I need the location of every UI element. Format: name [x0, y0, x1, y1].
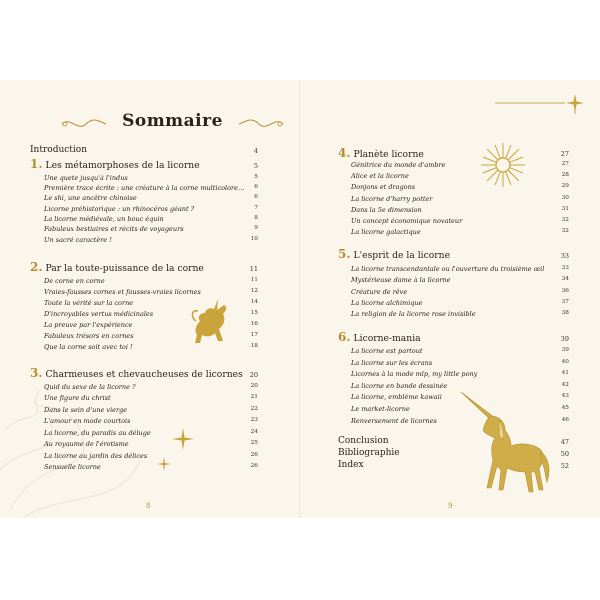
toc-item[interactable]: Première trace écrite : une créature à la corne multicolore…	[44, 184, 245, 192]
title-block	[60, 108, 285, 138]
toc-item[interactable]: La preuve par l'expérience	[44, 321, 133, 329]
book-spread	[0, 80, 600, 518]
toc-item[interactable]: Toute la vérité sur la corne	[44, 299, 134, 307]
toc-item-page: 42	[561, 382, 569, 388]
toc-item-page: 6	[254, 184, 258, 190]
right-flourish-icon	[237, 116, 285, 132]
toc-item-page: 32	[561, 228, 569, 234]
sparkle-icon	[157, 457, 171, 471]
toc-item[interactable]: Dans la 5e dimension	[351, 206, 422, 214]
toc-item[interactable]: La licorne, du paradis au déluge	[44, 429, 151, 437]
toc-item[interactable]: Alice et la licorne	[351, 172, 409, 180]
toc-item[interactable]: La licorne est partout	[351, 347, 423, 355]
toc-item[interactable]: Un sacré caractère !	[44, 236, 112, 244]
section-number: 3.	[30, 366, 43, 380]
toc-item[interactable]: La licorne au jardin des délices	[44, 452, 148, 460]
toc-item[interactable]: Le shi, une ancêtre chinoise	[44, 194, 137, 202]
toc-conclusion-page: 47	[560, 438, 569, 446]
toc-item-page: 15	[250, 310, 258, 316]
toc-item[interactable]: La licorne sur les écrans	[351, 359, 433, 367]
toc-item-page: 24	[250, 429, 258, 435]
toc-item[interactable]: Donjons et dragons	[351, 183, 416, 191]
section-number: 2.	[30, 260, 43, 274]
page-title: Sommaire	[122, 111, 223, 131]
toc-item-page: 39	[561, 347, 569, 353]
toc-item-page: 6	[254, 194, 258, 200]
toc-conclusion[interactable]: Conclusion	[338, 436, 389, 446]
toc-index-page: 52	[560, 462, 569, 470]
toc-item-page: 46	[561, 417, 569, 423]
sparkle-icon	[172, 428, 194, 450]
toc-item[interactable]: Le market-licorne	[351, 405, 410, 413]
toc-section-3-page: 20	[249, 371, 258, 379]
toc-item-page: 26	[250, 463, 258, 469]
toc-item-page: 45	[561, 405, 569, 411]
unicorn-illustration-icon	[455, 390, 555, 500]
toc-item[interactable]: Génitrice du monde d'ambre	[351, 161, 446, 169]
section-label: Planète licorne	[353, 149, 424, 160]
toc-item[interactable]: Quid du sexe de la licorne ?	[44, 383, 136, 391]
section-label: Par la toute-puissance de la corne	[45, 263, 204, 274]
toc-item-page: 34	[561, 276, 569, 282]
toc-item-page: 28	[561, 172, 569, 178]
toc-item-page: 27	[561, 161, 569, 167]
toc-section-1-page: 5	[253, 162, 258, 170]
toc-introduction[interactable]: Introduction	[30, 145, 87, 155]
toc-item-page: 23	[250, 417, 258, 423]
section-label: Les métamorphoses de la licorne	[45, 160, 200, 171]
toc-item[interactable]: Licorne préhistorique : un rhinocéros géant ?	[44, 205, 195, 213]
toc-item[interactable]: Fabuleux bestiaires et récits de voyageurs	[44, 225, 184, 233]
toc-item-page: 38	[561, 310, 569, 316]
toc-item-page: 10	[250, 236, 258, 242]
toc-item[interactable]: Une figure du christ	[44, 394, 111, 402]
toc-item-page: 31	[561, 206, 569, 212]
toc-item-page: 16	[250, 321, 258, 327]
toc-item-page: 40	[561, 359, 569, 365]
page-number-right: 9	[448, 502, 453, 510]
toc-item-page: 22	[250, 406, 258, 412]
toc-item[interactable]: D'incroyables vertus médicinales	[44, 310, 154, 318]
toc-item[interactable]: Une quete jusqu'à l'indus	[44, 174, 128, 182]
toc-item-page: 43	[561, 393, 569, 399]
toc-section-2[interactable]	[30, 260, 204, 274]
toc-item-page: 8	[254, 215, 258, 221]
toc-item[interactable]: L'amour en mode courtois	[44, 417, 131, 425]
section-label: Licorne-mania	[353, 333, 421, 344]
toc-item-page: 37	[561, 299, 569, 305]
page-gutter	[299, 80, 301, 518]
toc-item[interactable]: Créature de rêve	[351, 288, 408, 296]
toc-item-page: 12	[250, 288, 258, 294]
toc-item[interactable]: Un concept économique novateur	[351, 217, 463, 225]
toc-item-page: 18	[250, 343, 258, 349]
toc-item[interactable]: La licorne d'harry potter	[351, 195, 433, 203]
section-label: Charmeuses et chevaucheuses de licornes	[45, 369, 243, 380]
toc-item[interactable]: La licorne alchimique	[351, 299, 423, 307]
toc-introduction-page: 4	[253, 147, 258, 155]
toc-section-5-page: 33	[560, 252, 569, 260]
toc-index[interactable]: Index	[338, 460, 364, 470]
toc-item-page: 36	[561, 288, 569, 294]
corner-ornament-icon	[495, 92, 590, 114]
toc-item-page: 7	[254, 205, 258, 211]
toc-item[interactable]: La licorne en bande dessinée	[351, 382, 448, 390]
section-number: 6.	[338, 330, 351, 344]
toc-item-page: 14	[250, 299, 258, 305]
section-label: L'esprit de la licorne	[353, 250, 451, 261]
toc-item-page: 30	[561, 195, 569, 201]
toc-item[interactable]: Que la corne soit avec toi !	[44, 343, 133, 351]
toc-section-6-page: 39	[560, 335, 569, 343]
toc-bibliographie-page: 50	[560, 450, 569, 458]
toc-item-page: 32	[561, 217, 569, 223]
toc-item[interactable]: La licorne transcendantale ou l'ouverture du troisième œil	[351, 265, 545, 273]
page-number-left: 8	[146, 502, 151, 510]
section-number: 5.	[338, 247, 351, 261]
toc-item[interactable]: La licorne galactique	[351, 228, 421, 236]
toc-section-1[interactable]	[30, 157, 200, 171]
toc-item[interactable]: Dans le sein d'une vierge	[44, 406, 128, 414]
toc-item[interactable]: Licornes à la mode mlp, my little pony	[351, 370, 478, 378]
toc-item[interactable]: Vraies-fausses cornes et fausses-vraies licornes	[44, 288, 201, 296]
toc-item-page: 33	[561, 265, 569, 271]
toc-section-4[interactable]	[338, 146, 424, 160]
toc-section-3[interactable]	[30, 366, 243, 380]
toc-item[interactable]: La religion de la licorne rose invisible	[351, 310, 476, 318]
toc-item-page: 17	[250, 332, 258, 338]
toc-item[interactable]: La licorne médiévale, un bouc équin	[44, 215, 164, 223]
toc-item[interactable]: De corne en corne	[44, 277, 105, 285]
toc-item[interactable]: Renversement de licornes	[351, 417, 437, 425]
section-number: 4.	[338, 146, 351, 160]
section-number: 1.	[30, 157, 43, 171]
toc-item-page: 11	[250, 277, 258, 283]
toc-item[interactable]: Fabuleux trésors en cornes	[44, 332, 134, 340]
toc-item-page: 25	[250, 440, 258, 446]
toc-item-page: 21	[250, 394, 258, 400]
toc-section-2-page: 11	[249, 265, 258, 273]
toc-section-5[interactable]	[338, 247, 450, 261]
toc-item[interactable]: Au royaume de l'érotisme	[44, 440, 129, 448]
toc-item-page: 41	[561, 370, 569, 376]
toc-item[interactable]: Sensuelle licorne	[44, 463, 101, 471]
toc-item-page: 26	[250, 452, 258, 458]
toc-item-page: 29	[561, 183, 569, 189]
toc-item-page: 9	[254, 225, 258, 231]
toc-item[interactable]: La licorne, emblème kawaii	[351, 393, 442, 401]
toc-item-page: 5	[254, 174, 258, 180]
toc-item-page: 20	[250, 383, 258, 389]
toc-section-6[interactable]	[338, 330, 421, 344]
sun-burst-icon	[480, 142, 526, 188]
toc-bibliographie[interactable]: Bibliographie	[338, 448, 400, 458]
heraldic-unicorn-icon	[188, 295, 234, 347]
toc-item[interactable]: Mystérieuse dame à la licorne	[351, 276, 451, 284]
toc-section-4-page: 27	[560, 150, 569, 158]
